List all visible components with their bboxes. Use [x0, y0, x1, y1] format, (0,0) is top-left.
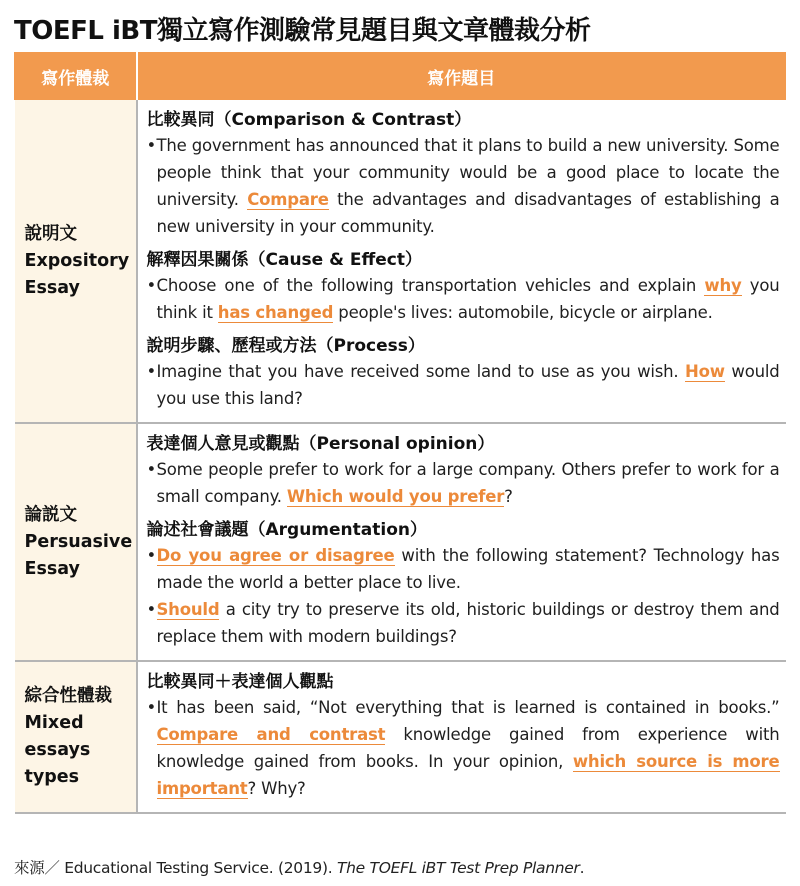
prompt-text: a city try to preserve its old, historic buildings or destroy them and replace them with modern buildings?	[156, 600, 780, 646]
essay-type-label: types	[24, 767, 80, 787]
topic-prompt	[147, 358, 780, 412]
prompt-text: you think it	[156, 276, 780, 322]
prompt-text: Choose one of the following transportation vehicles and explain	[156, 276, 705, 295]
prompt-text: The government has announced that it plans to build a new university. Some people think that your community would be a good place to locate the university.	[156, 136, 780, 209]
header-essay-topics: 寫作題目	[137, 53, 786, 100]
essay-type-label: 論説文	[24, 504, 77, 525]
topic-prompt	[147, 542, 780, 596]
topic-prompt	[147, 596, 780, 650]
header-essay-type: 寫作體裁	[15, 53, 137, 100]
essay-types-table	[14, 52, 786, 814]
prompt-text: ? Why?	[247, 779, 306, 798]
bullet-icon: •	[146, 600, 157, 619]
prompt-text: with the following statement? Technology has made the world a better place to live.	[156, 546, 780, 592]
highlighted-keyword: How	[685, 362, 725, 381]
table-row	[15, 423, 786, 661]
source-title: The TOEFL iBT Test Prep Planner	[336, 859, 580, 877]
highlighted-keyword: why	[704, 276, 742, 295]
prompt-text: Some people prefer to work for a large company. Others prefer to work for a small company.	[156, 460, 780, 506]
table-row	[15, 661, 786, 813]
source-suffix: .	[579, 859, 585, 877]
bullet-icon: •	[146, 698, 157, 717]
prompt-text: the advantages and disadvantages of establishing a new university in your community.	[156, 190, 780, 236]
topic-category-heading: 比較異同（Comparison & Contrast）	[146, 110, 472, 130]
essay-type-label: Mixed	[24, 713, 84, 733]
prompt-text: would you use this land?	[156, 362, 780, 408]
source-text: 來源／ Educational Testing Service. (2019).	[14, 859, 337, 877]
page-title: TOEFL iBT獨立寫作測驗常見題目與文章體裁分析	[14, 16, 591, 46]
table-header-row	[15, 53, 786, 100]
topic-category-heading: 比較異同＋表達個人觀點	[146, 672, 334, 692]
highlighted-keyword: Compare and contrast	[156, 725, 386, 744]
prompt-text: Imagine that you have received some land to use as you wish.	[156, 362, 686, 381]
essay-type-label: Expository	[24, 250, 130, 271]
highlighted-keyword: Do you agree or disagree	[156, 546, 395, 565]
highlighted-keyword: Which would you prefer	[286, 487, 505, 506]
bullet-icon: •	[146, 460, 157, 479]
highlighted-keyword: has changed	[217, 303, 334, 322]
bullet-icon: •	[146, 136, 157, 155]
essay-type-label: Essay	[24, 277, 80, 298]
essay-type-label: Persuasive	[24, 531, 133, 552]
prompt-text: It has been said, “Not everything that is learned is contained in books.”	[156, 698, 780, 717]
prompt-text: people's lives: automobile, bicycle or airplane.	[333, 303, 713, 322]
prompt-text: ?	[504, 487, 513, 506]
topic-category-heading: 論述社會議題（Argumentation）	[146, 520, 427, 540]
bullet-icon: •	[146, 546, 157, 565]
essay-topics-cell	[137, 100, 786, 424]
source-citation	[14, 856, 584, 878]
essay-type-cell	[15, 661, 137, 813]
bullet-icon: •	[146, 276, 157, 295]
essay-type-label: Essay	[24, 558, 80, 579]
topic-prompt	[147, 272, 780, 326]
topic-prompt	[147, 132, 780, 240]
highlighted-keyword: Should	[156, 600, 220, 619]
topic-category-heading: 說明步驟、歷程或方法（Process）	[146, 336, 425, 356]
highlighted-keyword: which source is more important	[156, 752, 780, 798]
topic-prompt	[147, 456, 780, 510]
prompt-text: knowledge gained from experience with knowledge gained from books. In your opinion,	[156, 725, 780, 771]
essay-topics-cell	[137, 661, 786, 813]
topic-category-heading: 表達個人意見或觀點（Personal opinion）	[146, 434, 495, 454]
table-row	[15, 100, 786, 424]
essay-type-label: 綜合性體裁	[24, 686, 112, 706]
essay-type-label: 說明文	[24, 223, 77, 244]
topic-category-heading: 解釋因果關係（Cause & Effect）	[146, 250, 422, 270]
topic-prompt	[147, 694, 780, 802]
bullet-icon: •	[146, 362, 157, 381]
essay-type-cell	[15, 423, 137, 661]
essay-topics-cell	[137, 423, 786, 661]
essay-type-cell	[15, 100, 137, 424]
essay-type-label: essays	[24, 740, 91, 760]
highlighted-keyword: Compare	[247, 190, 329, 209]
